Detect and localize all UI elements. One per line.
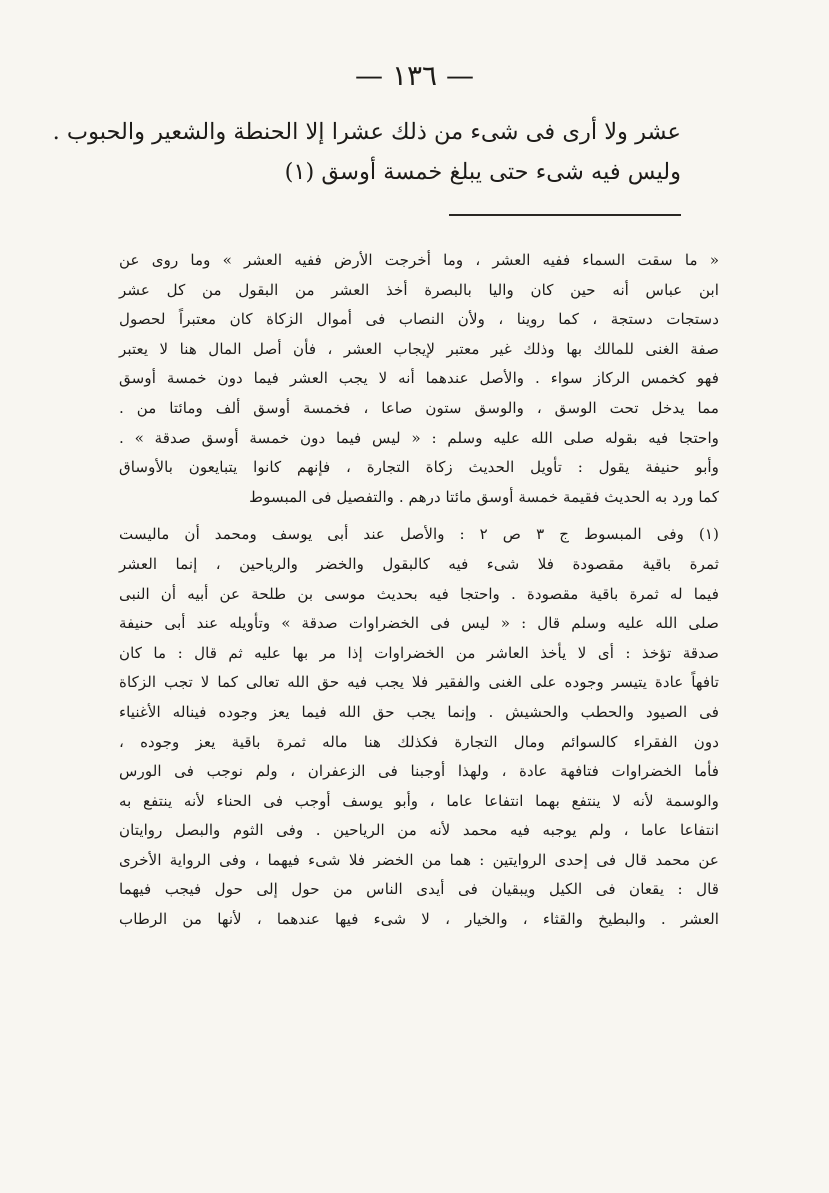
footnote-line: والوسمة لأنه لا ينتفع بهما انتفاعا عاما ، وأبو يوسف أوجب فى الحناء لأنه ينتفع به — [119, 791, 719, 810]
footnote-line: وأبو حنيفة يقول : تأويل الحديث زكاة التجارة ، فإنهم كانوا يتبايعون بالأوساق — [119, 458, 719, 477]
footnote-line: تافهاً عادة يتيسر وجوده على الغنى والفقير فلا يجب فيه حق الله تعالى كما لا تجب الزكاة — [119, 673, 719, 692]
footnote-line: « ما سقت السماء ففيه العشر ، وما أخرجت الأرض ففيه العشر » وما روى عن — [119, 251, 719, 269]
footnote-line: واحتجا فيه بقوله صلى الله عليه وسلم : « ليس فيما دون خمسة أوسق صدقة » . — [119, 428, 719, 447]
footnote-line: فهو كخمس الركاز سواء . والأصل عندهما أنه لا يجب العشر فيما دون خمسة أوسق — [119, 369, 719, 388]
footnote-line: ابن عباس أنه حين كان واليا بالبصرة أخذ العشر من البقول من كل عشر — [119, 280, 719, 299]
footnote-line: فيما له ثمرة باقية مقصودة . واحتجا فيه بحديث موسى بن طلحة عن أبيه أن النبى — [119, 584, 719, 603]
footnote-line: صدقة تؤخذ : أى لا يأخذ العاشر من الخضراوات إذا مر بها عليه ثم قال : ما كان — [119, 643, 719, 662]
footnote-line: قال : يقعان فى الكيل ويبقيان فى أيدى الناس من حول إلى حول فيجب فيهما — [119, 880, 719, 899]
footnote-line: دستجات دستجة ، كما روينا ، ولأن النصاب فى أموال الزكاة كان معتبراً لحصول — [119, 310, 719, 329]
footnote-line: انتفاعا عاما ، ولم يوجبه فيه محمد لأنه من الرياحين . وفى الثوم والبصل روايتان — [119, 821, 719, 840]
main-text-line: عشر ولا أرى فى شىء من ذلك عشرا إلا الحنطة والشعير والحبوب . — [52, 119, 681, 145]
footnote-line: فى الصيود والحطب والحشيش . وإنما يجب حق الله فيما يعز وجوده فيناله الأغنياء — [119, 702, 719, 721]
footnote-line: صفة الغنى للمالك بها وذلك غير معتبر لإيجاب العشر ، فأن أصل المال هنا لا يعتبر — [119, 339, 719, 358]
footnote-line: عن محمد قال فى إحدى الروايتين : هما من الخضر فلا شىء فيهما ، وفى الرواية الأخرى — [119, 850, 719, 869]
main-text-block — [52, 112, 681, 192]
main-text-line: وليس فيه شىء حتى يبلغ خمسة أوسق (١) — [284, 159, 681, 185]
footnote-line: (١) وفى المبسوط ج ٣ ص ٢ : والأصل عند أبى يوسف ومحمد أن ماليست — [119, 525, 719, 544]
footnote-line: مما يدخل تحت الوسق ، والوسق ستون صاعا ، فخمسة أوسق ألف ومائتا من . — [119, 398, 719, 417]
footnotes-block — [119, 246, 719, 935]
footnote-continuation — [119, 246, 719, 512]
footnote-line: ثمرة باقية مقصودة فلا شىء فيه كالبقول والخضر والرياحين ، إنما العشر — [119, 554, 719, 573]
footnote-line: العشر . والبطيخ والقثاء ، والخيار ، لا شىء فيها عندهما ، لأنها من الرطاب — [119, 910, 719, 929]
page-number: — ١٣٦ — — [355, 59, 474, 92]
footnote-line: كما ورد به الحديث فقيمة خمسة أوسق مائتا درهم . والتفصيل فى المبسوط — [249, 487, 719, 506]
footnote-line: صلى الله عليه وسلم قال : « ليس فى الخضراوات صدقة » وتأويله عند أبى حنيفة — [119, 614, 719, 633]
footnote-gap — [119, 512, 719, 520]
footnote-line: دون الفقراء كالسوائم ومال التجارة فكذلك هنا ماله ثمرة باقية يعز وجوده ، — [119, 732, 719, 751]
footnote-1 — [119, 520, 719, 934]
footnote-line: فأما الخضراوات فتافهة عادة ، ولهذا أوجبنا فى الزعفران ، ولم نوجب فى الورس — [119, 762, 719, 781]
footnote-separator-rule — [449, 214, 681, 216]
